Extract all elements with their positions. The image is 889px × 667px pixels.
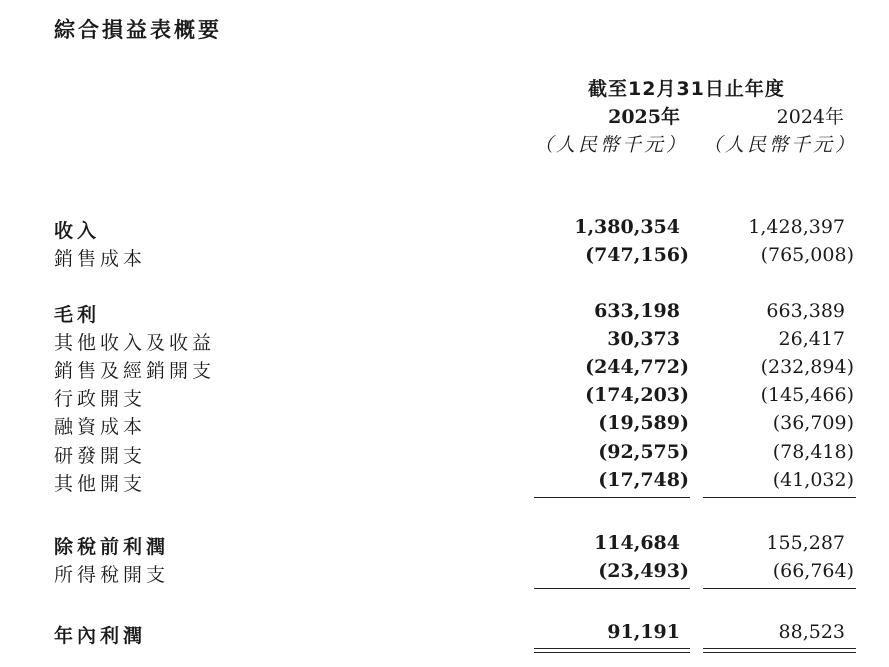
row-gross-profit xyxy=(0,300,889,328)
year-prior-header: 2024年 xyxy=(776,106,844,128)
total-double-rule-current xyxy=(534,648,690,653)
row-label: 毛利 xyxy=(54,304,101,326)
value-current: (23,493) xyxy=(598,560,689,582)
row-other-income xyxy=(0,328,889,356)
row-label: 其他開支 xyxy=(54,473,147,495)
row-profit-for-year xyxy=(0,621,889,649)
row-income-tax xyxy=(0,560,889,588)
value-current: (747,156) xyxy=(585,244,689,266)
value-current: (244,772) xyxy=(585,356,689,378)
value-current: (92,575) xyxy=(598,441,689,463)
value-prior: (232,894) xyxy=(760,356,854,378)
row-profit-before-tax xyxy=(0,532,889,560)
value-current: 30,373 xyxy=(607,328,680,350)
row-label: 銷售及經銷開支 xyxy=(54,360,216,382)
value-prior: (765,008) xyxy=(760,244,854,266)
value-current: 1,380,354 xyxy=(574,216,680,238)
row-label: 除稅前利潤 xyxy=(54,536,170,558)
value-current: (174,203) xyxy=(585,384,689,406)
value-current: (17,748) xyxy=(598,469,689,491)
value-current: 114,684 xyxy=(594,532,680,554)
row-admin-expenses xyxy=(0,384,889,412)
value-prior: 1,428,397 xyxy=(748,216,845,238)
subtotal-rule-prior xyxy=(703,588,856,589)
row-label: 所得稅開支 xyxy=(54,564,170,586)
total-double-rule-prior xyxy=(703,648,856,653)
row-label: 其他收入及收益 xyxy=(54,332,216,354)
row-label: 行政開支 xyxy=(54,388,147,410)
row-rnd-expenses xyxy=(0,441,889,469)
value-prior: 88,523 xyxy=(778,621,845,643)
unit-current-header: （人民幣千元） xyxy=(534,134,689,156)
subtotal-rule-prior xyxy=(703,497,856,498)
row-label: 收入 xyxy=(54,220,101,242)
row-selling-expenses xyxy=(0,356,889,384)
value-prior: (66,764) xyxy=(772,560,854,582)
year-current-header: 2025年 xyxy=(608,106,680,128)
value-current: 633,198 xyxy=(594,300,680,322)
value-current: (19,589) xyxy=(598,412,689,434)
unit-prior-header: （人民幣千元） xyxy=(703,134,858,156)
row-label: 研發開支 xyxy=(54,445,147,467)
value-prior: 155,287 xyxy=(766,532,845,554)
value-prior: (36,709) xyxy=(772,412,854,434)
row-other-expenses xyxy=(0,469,889,497)
row-revenue xyxy=(0,216,889,244)
value-prior: (41,032) xyxy=(772,469,854,491)
subtotal-rule-current xyxy=(534,588,690,589)
row-label: 年內利潤 xyxy=(54,625,147,647)
row-cost-of-sales xyxy=(0,244,889,272)
value-current: 91,191 xyxy=(607,621,680,643)
row-finance-costs xyxy=(0,412,889,440)
value-prior: 26,417 xyxy=(778,328,845,350)
value-prior: 663,389 xyxy=(766,300,845,322)
row-label: 融資成本 xyxy=(54,416,147,438)
value-prior: (78,418) xyxy=(772,441,854,463)
value-prior: (145,466) xyxy=(760,384,854,406)
period-header: 截至12月31日止年度 xyxy=(588,78,785,100)
subtotal-rule-current xyxy=(534,497,690,498)
row-label: 銷售成本 xyxy=(54,248,147,270)
page-title: 綜合損益表概要 xyxy=(54,18,222,42)
